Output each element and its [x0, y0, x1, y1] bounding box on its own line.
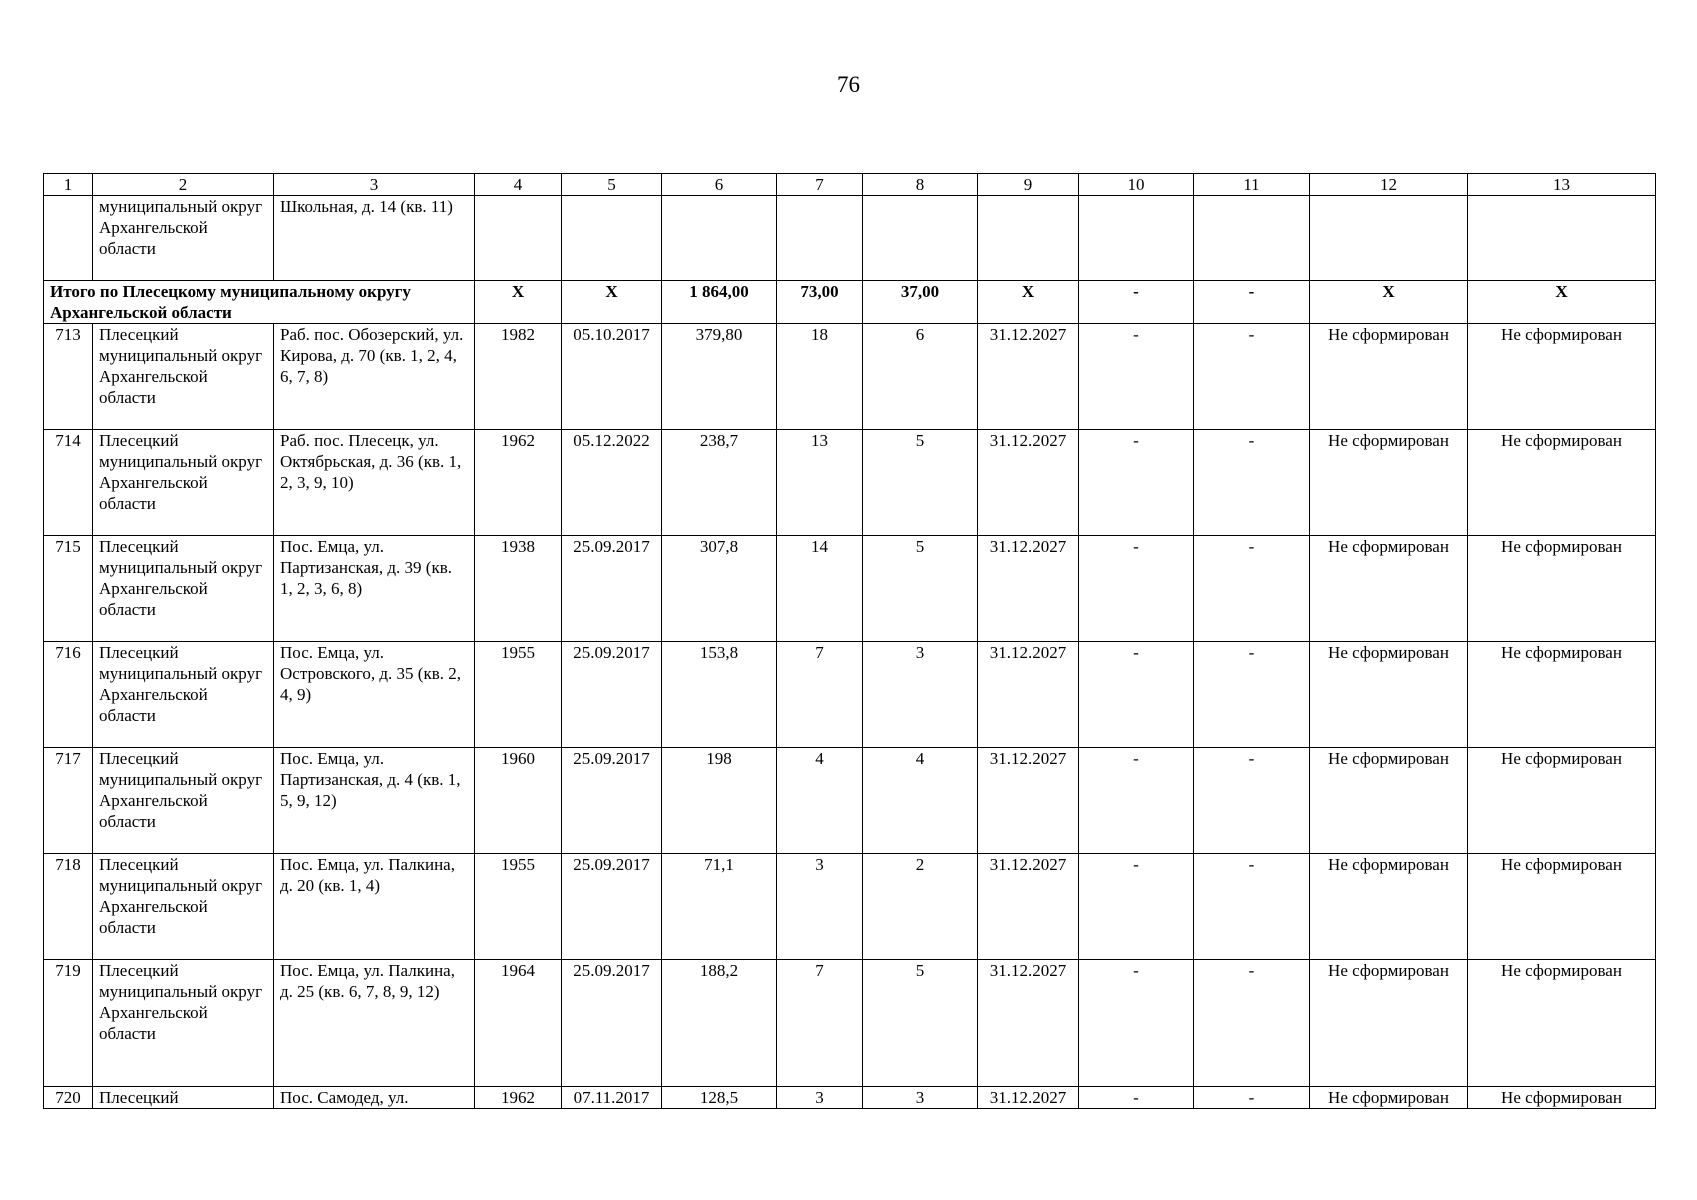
cell-c8: 5	[863, 536, 978, 642]
housing-table	[43, 173, 1656, 1109]
cell-deadline: 31.12.2027	[978, 430, 1079, 536]
cell-c7: 3	[777, 854, 863, 960]
cell-c13: Не сформирован	[1468, 324, 1656, 430]
cell-area: 153,8	[662, 642, 777, 748]
cell-number: 716	[44, 642, 93, 748]
continuation-row	[44, 196, 1656, 281]
cell-area: 379,80	[662, 324, 777, 430]
cell-area: 188,2	[662, 960, 777, 1087]
cell-municipality: муниципальный округ Архангельской области	[93, 196, 274, 281]
cell-c7: 7	[777, 642, 863, 748]
cell-number: 718	[44, 854, 93, 960]
cell-empty	[44, 196, 93, 281]
cell-address: Раб. пос. Плесецк, ул. Октябрьская, д. 36 (кв. 1, 2, 3, 9, 10)	[274, 430, 475, 536]
cell-c13: Не сформирован	[1468, 960, 1656, 1087]
cell-year: 1955	[475, 854, 562, 960]
cell-c10: -	[1079, 536, 1194, 642]
cell-c11: -	[1194, 430, 1310, 536]
cell-c7: 13	[777, 430, 863, 536]
cell-address: Пос. Емца, ул. Партизанская, д. 4 (кв. 1, 5, 9, 12)	[274, 748, 475, 854]
cell-municipality: Плесецкий муниципальный округ Архангельской области	[93, 748, 274, 854]
column-header: 3	[274, 174, 475, 196]
table-row	[44, 1087, 1656, 1109]
total-c7: 73,00	[777, 281, 863, 324]
cell-c11: -	[1194, 536, 1310, 642]
cell-area: 71,1	[662, 854, 777, 960]
column-header: 7	[777, 174, 863, 196]
cell-c13: Не сформирован	[1468, 430, 1656, 536]
column-header: 4	[475, 174, 562, 196]
cell-empty	[662, 196, 777, 281]
cell-municipality: Плесецкий	[93, 1087, 274, 1109]
cell-c10: -	[1079, 748, 1194, 854]
column-header: 9	[978, 174, 1079, 196]
cell-c7: 4	[777, 748, 863, 854]
table-row	[44, 642, 1656, 748]
column-header: 12	[1310, 174, 1468, 196]
total-c10: -	[1079, 281, 1194, 324]
cell-c8: 3	[863, 1087, 978, 1109]
cell-address: Пос. Самодед, ул.	[274, 1087, 475, 1109]
cell-c13: Не сформирован	[1468, 854, 1656, 960]
cell-number: 717	[44, 748, 93, 854]
cell-municipality: Плесецкий муниципальный округ Архангельской области	[93, 430, 274, 536]
cell-c12: Не сформирован	[1310, 642, 1468, 748]
cell-year: 1938	[475, 536, 562, 642]
total-c4: Х	[475, 281, 562, 324]
cell-date: 07.11.2017	[562, 1087, 662, 1109]
cell-c7: 18	[777, 324, 863, 430]
column-header: 6	[662, 174, 777, 196]
cell-municipality: Плесецкий муниципальный округ Архангельской области	[93, 854, 274, 960]
table-row	[44, 854, 1656, 960]
cell-year: 1960	[475, 748, 562, 854]
cell-date: 05.10.2017	[562, 324, 662, 430]
total-row	[44, 281, 1656, 324]
total-c6: 1 864,00	[662, 281, 777, 324]
cell-number: 720	[44, 1087, 93, 1109]
cell-empty	[475, 196, 562, 281]
cell-area: 128,5	[662, 1087, 777, 1109]
cell-c10: -	[1079, 642, 1194, 748]
column-header: 5	[562, 174, 662, 196]
total-c8: 37,00	[863, 281, 978, 324]
cell-c10: -	[1079, 960, 1194, 1087]
cell-c10: -	[1079, 1087, 1194, 1109]
total-c5: Х	[562, 281, 662, 324]
cell-c10: -	[1079, 430, 1194, 536]
column-header: 13	[1468, 174, 1656, 196]
column-number-row	[44, 174, 1656, 196]
cell-address: Раб. пос. Обозерский, ул. Кирова, д. 70 (кв. 1, 2, 4, 6, 7, 8)	[274, 324, 475, 430]
cell-municipality: Плесецкий муниципальный округ Архангельской области	[93, 536, 274, 642]
cell-year: 1962	[475, 1087, 562, 1109]
cell-municipality: Плесецкий муниципальный округ Архангельской области	[93, 324, 274, 430]
cell-empty	[978, 196, 1079, 281]
cell-number: 719	[44, 960, 93, 1087]
table-row	[44, 748, 1656, 854]
cell-address: Школьная, д. 14 (кв. 11)	[274, 196, 475, 281]
table-row	[44, 536, 1656, 642]
cell-c7: 3	[777, 1087, 863, 1109]
total-c9: Х	[978, 281, 1079, 324]
total-c13: Х	[1468, 281, 1656, 324]
cell-deadline: 31.12.2027	[978, 1087, 1079, 1109]
cell-address: Пос. Емца, ул. Островского, д. 35 (кв. 2, 4, 9)	[274, 642, 475, 748]
cell-address: Пос. Емца, ул. Палкина, д. 20 (кв. 1, 4)	[274, 854, 475, 960]
cell-number: 714	[44, 430, 93, 536]
cell-date: 25.09.2017	[562, 748, 662, 854]
cell-number: 713	[44, 324, 93, 430]
cell-c8: 5	[863, 430, 978, 536]
cell-deadline: 31.12.2027	[978, 324, 1079, 430]
page-number: 76	[837, 72, 860, 97]
total-c12: Х	[1310, 281, 1468, 324]
column-header: 11	[1194, 174, 1310, 196]
cell-c13: Не сформирован	[1468, 1087, 1656, 1109]
cell-c11: -	[1194, 854, 1310, 960]
cell-date: 25.09.2017	[562, 642, 662, 748]
cell-c7: 14	[777, 536, 863, 642]
cell-date: 25.09.2017	[562, 854, 662, 960]
cell-c8: 2	[863, 854, 978, 960]
cell-empty	[1194, 196, 1310, 281]
total-label: Итого по Плесецкому муниципальному округу Архангельской области	[44, 281, 475, 324]
cell-year: 1955	[475, 642, 562, 748]
table-row	[44, 324, 1656, 430]
cell-c7: 7	[777, 960, 863, 1087]
cell-area: 307,8	[662, 536, 777, 642]
cell-c10: -	[1079, 324, 1194, 430]
column-header: 10	[1079, 174, 1194, 196]
cell-c10: -	[1079, 854, 1194, 960]
cell-c11: -	[1194, 1087, 1310, 1109]
cell-municipality: Плесецкий муниципальный округ Архангельской области	[93, 960, 274, 1087]
column-header: 2	[93, 174, 274, 196]
total-c11: -	[1194, 281, 1310, 324]
table-row	[44, 430, 1656, 536]
cell-empty	[1310, 196, 1468, 281]
cell-c8: 4	[863, 748, 978, 854]
cell-date: 25.09.2017	[562, 536, 662, 642]
cell-deadline: 31.12.2027	[978, 642, 1079, 748]
cell-c12: Не сформирован	[1310, 1087, 1468, 1109]
cell-year: 1982	[475, 324, 562, 430]
cell-empty	[1079, 196, 1194, 281]
cell-deadline: 31.12.2027	[978, 748, 1079, 854]
cell-c8: 6	[863, 324, 978, 430]
cell-address: Пос. Емца, ул. Партизанская, д. 39 (кв. 1, 2, 3, 6, 8)	[274, 536, 475, 642]
cell-number: 715	[44, 536, 93, 642]
cell-c12: Не сформирован	[1310, 748, 1468, 854]
cell-deadline: 31.12.2027	[978, 960, 1079, 1087]
table-row	[44, 960, 1656, 1087]
cell-c11: -	[1194, 960, 1310, 1087]
cell-deadline: 31.12.2027	[978, 854, 1079, 960]
cell-deadline: 31.12.2027	[978, 536, 1079, 642]
cell-c12: Не сформирован	[1310, 536, 1468, 642]
cell-c13: Не сформирован	[1468, 642, 1656, 748]
cell-c12: Не сформирован	[1310, 960, 1468, 1087]
cell-c8: 5	[863, 960, 978, 1087]
cell-c13: Не сформирован	[1468, 748, 1656, 854]
cell-municipality: Плесецкий муниципальный округ Архангельской области	[93, 642, 274, 748]
cell-area: 238,7	[662, 430, 777, 536]
column-header: 8	[863, 174, 978, 196]
cell-c12: Не сформирован	[1310, 854, 1468, 960]
cell-c12: Не сформирован	[1310, 430, 1468, 536]
cell-area: 198	[662, 748, 777, 854]
cell-c11: -	[1194, 748, 1310, 854]
cell-address: Пос. Емца, ул. Палкина, д. 25 (кв. 6, 7, 8, 9, 12)	[274, 960, 475, 1087]
cell-c11: -	[1194, 642, 1310, 748]
cell-date: 25.09.2017	[562, 960, 662, 1087]
cell-empty	[562, 196, 662, 281]
cell-year: 1962	[475, 430, 562, 536]
cell-empty	[777, 196, 863, 281]
cell-empty	[1468, 196, 1656, 281]
cell-year: 1964	[475, 960, 562, 1087]
cell-c13: Не сформирован	[1468, 536, 1656, 642]
column-header: 1	[44, 174, 93, 196]
cell-c12: Не сформирован	[1310, 324, 1468, 430]
cell-empty	[863, 196, 978, 281]
cell-c8: 3	[863, 642, 978, 748]
cell-date: 05.12.2022	[562, 430, 662, 536]
cell-c11: -	[1194, 324, 1310, 430]
